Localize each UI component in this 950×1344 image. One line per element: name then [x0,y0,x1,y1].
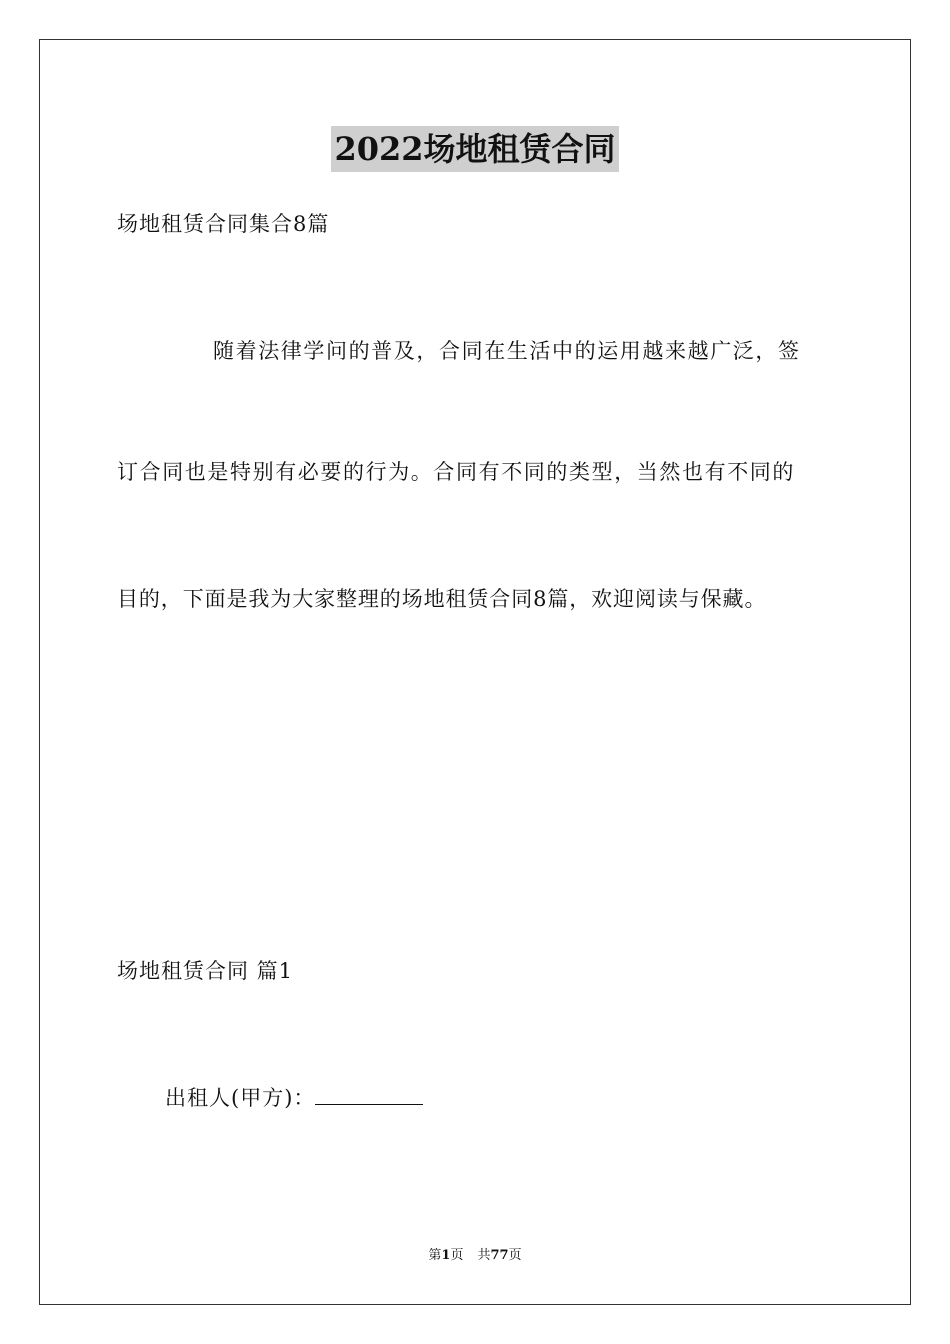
footer-page-number: 1 [441,1248,451,1263]
lessor-label: 出租人(甲方)： [165,1086,316,1110]
paragraph-line-1: 随着法律学问的普及，合同在生活中的运用越来越广泛，签 [213,339,801,363]
footer-page-suffix: 页 [450,1248,464,1263]
document-title: 2022场地租赁合同 [331,126,618,172]
section-heading: 场地租赁合同 篇1 [117,959,294,983]
page-footer [0,1246,950,1266]
paragraph-line-2: 订合同也是特别有必要的行为。合同有不同的类型，当然也有不同的 [117,460,795,484]
lessor-blank-field [315,1082,423,1105]
document-title-wrap [0,126,950,178]
footer-total-prefix: 共 [477,1248,491,1263]
lessor-line [165,1082,423,1113]
paragraph-line-3: 目的，下面是我为大家整理的场地租赁合同8篇，欢迎阅读与保藏。 [117,587,767,611]
footer-page-prefix: 第 [428,1248,442,1263]
document-subtitle: 场地租赁合同集合8篇 [117,212,330,236]
footer-total-pages: 77 [490,1248,509,1263]
footer-total-suffix: 页 [508,1248,522,1263]
